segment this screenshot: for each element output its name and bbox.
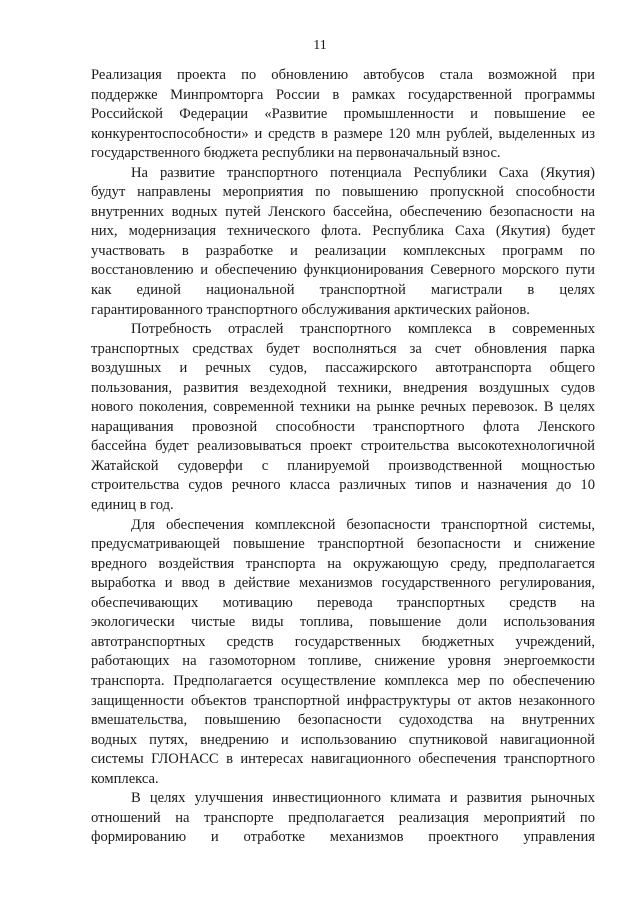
text-line: водных путях, внедрению и использованию спутниковой навигационной: [91, 731, 595, 748]
text-line: системы ГЛОНАСС в интересах навигационного обеспечения транспортного: [91, 751, 595, 768]
text-line: конкурентоспособности» и средств в размере 120 млн рублей, выделенных из: [91, 125, 595, 142]
paragraph: [91, 516, 595, 790]
text-line: обеспечивающих мотивацию перевода транспортных средств на: [91, 594, 595, 611]
text-line: Жатайской судоверфи с планируемой производственной мощностью: [91, 457, 595, 474]
text-line: Потребность отраслей транспортного комплекса в современных: [131, 321, 595, 338]
text-line: вмешательства, повышению безопасности судоходства на внутренних: [91, 712, 595, 729]
text-line: защищенности объектов транспортной инфраструктуры от актов незаконного: [91, 692, 595, 709]
text-line: наращивания провозной способности транспортного флота Ленского: [91, 418, 595, 435]
text-line: бассейна будет реализовываться проект строительства высокотехнологичной: [91, 438, 595, 455]
text-line: внутренних водных путей Ленского бассейна, обеспечению безопасности на: [91, 203, 595, 220]
text-line: формированию и отработке механизмов проектного управления: [91, 829, 595, 846]
text-line: В целях улучшения инвестиционного климата и развития рыночных: [131, 790, 595, 807]
text-line: комплекса.: [91, 770, 159, 787]
document-body: [91, 66, 595, 848]
paragraph: [91, 320, 595, 515]
text-line: работающих на газомоторном топливе, снижение уровня энергоемкости: [91, 653, 595, 670]
text-line: экологически чистые виды топлива, повышение доли использования: [91, 614, 595, 631]
text-line: автотранспортных средств государственных бюджетных учреждений,: [91, 633, 595, 650]
text-line: Реализация проекта по обновлению автобусов стала возможной при: [91, 67, 595, 83]
text-line: строительства судов речного класса различных типов и назначения до 10: [91, 477, 595, 494]
text-line: На развитие транспортного потенциала Республики Саха (Якутия): [131, 164, 595, 181]
text-line: как единой национальной транспортной магистрали в целях: [91, 282, 595, 299]
paragraph: [91, 789, 595, 848]
text-line: предусматривающей повышение транспортной безопасности и снижение: [91, 536, 595, 553]
text-line: воздушных и речных судов, пассажирского автотранспорта общего: [91, 360, 595, 377]
text-line: Российской Федерации «Развитие промышленности и повышение ее: [91, 106, 595, 123]
paragraph: [91, 66, 595, 164]
text-line: восстановлению и обеспечению функционирования Северного морского пути: [91, 262, 595, 279]
text-line: будут направлены мероприятия по повышению пропускной способности: [91, 184, 595, 201]
text-line: единиц в год.: [91, 497, 174, 514]
text-line: гарантированного транспортного обслуживания арктических районов.: [91, 301, 530, 318]
text-line: нового поколения, современной техники на рынке речных перевозок. В целях: [91, 399, 595, 416]
text-line: отношений на транспорте предполагается реализация мероприятий по: [91, 809, 595, 826]
paragraph: [91, 164, 595, 320]
text-line: выработка и ввод в действие механизмов государственного регулирования,: [91, 575, 595, 592]
page-number: 11: [313, 38, 327, 53]
text-line: поддержке Минпромторга России в рамках государственной программы: [91, 86, 595, 103]
text-line: государственного бюджета республики на первоначальный взнос.: [91, 145, 501, 162]
text-line: транспортных средствах будет восполняться за счет обновления парка: [91, 340, 595, 357]
text-line: Для обеспечения комплексной безопасности транспортной системы,: [131, 516, 595, 533]
text-line: участвовать в разработке и реализации комплексных программ по: [91, 242, 595, 259]
text-line: них, модернизация технического флота. Республика Саха (Якутия) будет: [91, 223, 595, 240]
text-line: транспорта. Предполагается осуществление комплекса мер по обеспечению: [91, 672, 595, 689]
text-line: вредного воздействия транспорта на окружающую среду, предполагается: [91, 555, 595, 572]
text-line: пользования, развития вездеходной техники, внедрения воздушных судов: [91, 379, 595, 396]
